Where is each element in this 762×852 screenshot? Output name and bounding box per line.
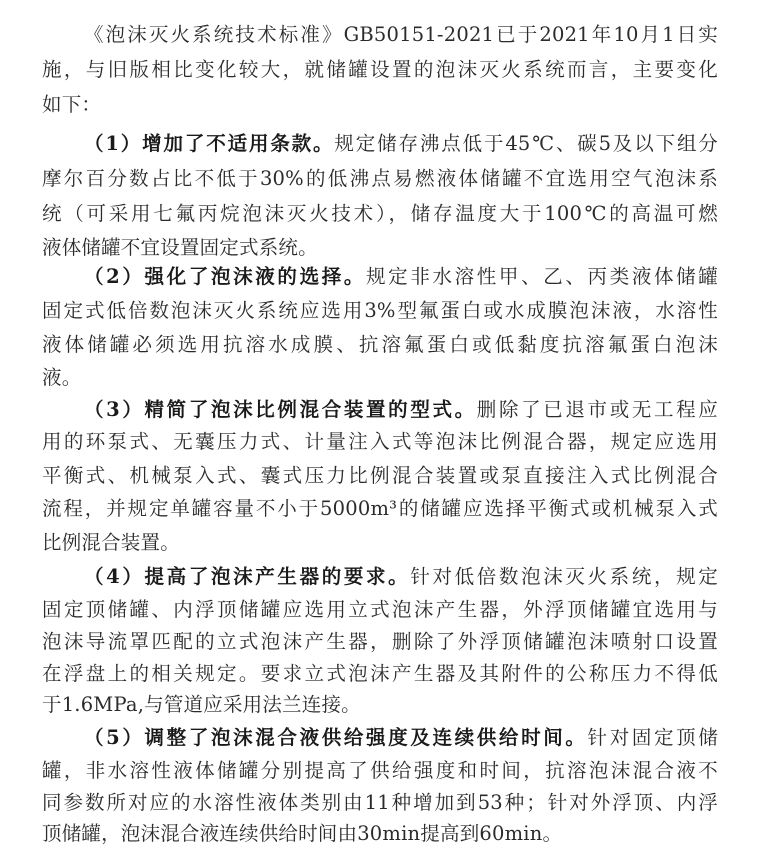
item-5-heading: （5）调整了泡沫混合液供给强度及连续供给时间。 [84, 726, 588, 749]
item-4-line: 泡沫导流罩匹配的立式泡沫产生器，删除了外浮顶储罐泡沫喷射口设置 [42, 630, 718, 653]
item-2-heading: （2）强化了泡沫液的选择。 [84, 265, 367, 288]
item-3-first-line [84, 393, 718, 427]
item-4-line: 于1.6MPa,与管道应采用法兰连接。 [42, 693, 361, 716]
item-3-text: 删除了已退市或无工程应 [476, 398, 719, 421]
item-3-line: 比例混合装置。 [42, 531, 180, 554]
item-2-text: 规定非水溶性甲、乙、丙类液体储罐 [366, 265, 718, 288]
item-3-line: 平衡式、机械泵入式、囊式压力比例混合装置或泵直接注入式比例混合 [42, 464, 718, 487]
item-4-text: 针对低倍数泡沫灭火系统，规定 [410, 565, 718, 588]
item-1-line: 摩尔百分数占比不低于30%的低沸点易燃液体储罐不宜选用空气泡沫系 [42, 167, 718, 190]
item-3-line: 流程，并规定单罐容量不小于5000m³的储罐应选择平衡式或机械泵入式 [42, 497, 718, 520]
item-4-first-line [84, 560, 718, 594]
item-5-line: 顶储罐，泡沫混合液连续供给时间由30min提高到60min。 [42, 822, 563, 845]
item-3-line: 用的环泵式、无囊压力式、计量注入式等泡沫比例混合器，规定应选用 [42, 430, 718, 453]
item-3-heading: （3）精简了泡沫比例混合装置的型式。 [84, 398, 477, 421]
item-4-line: 在浮盘上的相关规定。要求立式泡沫产生器及其附件的公称压力不得低 [42, 662, 718, 685]
item-4-heading: （4）提高了泡沫产生器的要求。 [84, 565, 411, 588]
intro-line: 如下： [42, 93, 102, 116]
item-4-line: 固定顶储罐、内浮顶储罐应选用立式泡沫产生器，外浮顶储罐宜选用与 [42, 598, 718, 621]
item-5-text: 针对固定顶储 [587, 726, 719, 749]
item-5-first-line [84, 721, 718, 755]
intro-line: 《泡沫灭火系统技术标准》GB50151-2021已于2021年10月1日实 [84, 23, 718, 46]
item-1-line: 液体储罐不宜设置固定式系统。 [42, 236, 318, 259]
item-5-line: 同参数所对应的水溶性液体类别由11种增加到53种；针对外浮顶、内浮 [42, 791, 718, 814]
intro-line: 施，与旧版相比变化较大，就储罐设置的泡沫灭火系统而言，主要变化 [42, 58, 718, 81]
item-2-line: 液。 [42, 366, 82, 389]
item-1-first-line [84, 127, 718, 161]
item-1-line: 统（可采用七氟丙烷泡沫灭火技术），储存温度大于100℃的高温可燃 [42, 202, 718, 225]
item-2-line: 液体储罐必须选用抗溶水成膜、抗溶氟蛋白或低黏度抗溶氟蛋白泡沫 [42, 333, 718, 356]
item-2-line: 固定式低倍数泡沫灭火系统应选用3%型氟蛋白或水成膜泡沫液，水溶性 [42, 299, 718, 322]
item-2-first-line [84, 260, 718, 294]
item-5-line: 罐，非水溶性液体储罐分别提高了供给强度和时间，抗溶泡沫混合液不 [42, 759, 718, 782]
item-1-text: 规定储存沸点低于45℃、碳5及以下组分 [334, 132, 719, 155]
item-1-heading: （1）增加了不适用条款。 [84, 132, 335, 155]
